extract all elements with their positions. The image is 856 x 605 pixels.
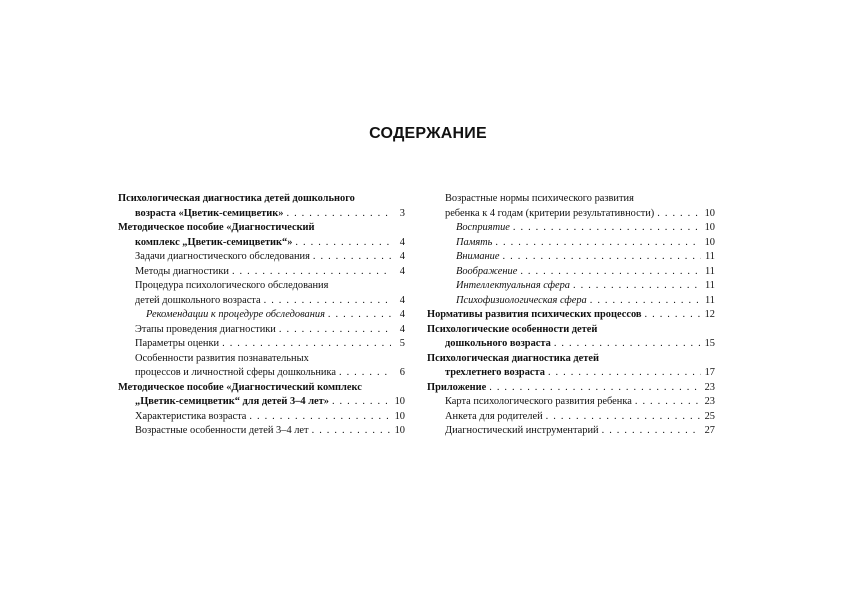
toc-page-number: 10 xyxy=(704,207,715,219)
toc-entry[interactable] xyxy=(427,221,715,236)
toc-entry-title: Интеллектуальная сфера xyxy=(456,280,570,291)
toc-entry[interactable] xyxy=(427,381,715,396)
toc-entry-title: Возрастные особенности детей 3–4 лет xyxy=(135,425,309,436)
toc-entry[interactable] xyxy=(427,250,715,265)
toc-entry[interactable] xyxy=(118,410,405,425)
toc-entry[interactable] xyxy=(118,381,405,410)
toc-entry-title: ребенка к 4 годам (критерии результативности) xyxy=(445,207,655,219)
toc-entry-title: Диагностический инструментарий xyxy=(445,425,599,436)
toc-entry-title: Процедура психологического обследования xyxy=(135,280,329,291)
toc-page-number: 6 xyxy=(399,367,405,378)
toc-column-right xyxy=(427,192,715,439)
dot-leader xyxy=(645,308,701,323)
dot-leader xyxy=(222,337,391,352)
toc-entry[interactable] xyxy=(118,424,405,439)
dot-leader xyxy=(286,207,391,222)
toc-entry-title: дошкольного возраста xyxy=(445,338,551,349)
dot-leader xyxy=(548,366,701,381)
toc-page-number: 10 xyxy=(704,222,715,233)
toc-entry-title: Приложение xyxy=(427,381,487,393)
toc-page-number: 3 xyxy=(399,207,405,219)
toc-page-number: 4 xyxy=(399,251,405,262)
dot-leader xyxy=(495,236,701,251)
toc-page-number: 12 xyxy=(704,309,715,320)
toc-page-number: 27 xyxy=(704,425,715,436)
toc-page-number: 10 xyxy=(394,425,405,436)
dot-leader xyxy=(328,308,391,323)
toc-entry-title: Возрастные нормы психического развития xyxy=(445,193,634,204)
toc-entry-title: комплекс „Цветик-семицветик“» xyxy=(135,236,293,248)
toc-entry[interactable] xyxy=(427,236,715,251)
dot-leader xyxy=(489,381,701,396)
toc-entry-title: Память xyxy=(456,236,493,248)
dot-leader xyxy=(513,221,701,236)
toc-page-number: 10 xyxy=(394,396,405,407)
dot-leader xyxy=(503,250,702,265)
toc-entry-title: трехлетнего возраста xyxy=(445,367,545,378)
dot-leader xyxy=(635,395,701,410)
toc-entry-title: „Цветик-семицветик“ для детей 3–4 лет» xyxy=(135,396,329,407)
dot-leader xyxy=(657,207,701,222)
toc-column-left xyxy=(118,192,405,439)
dot-leader xyxy=(295,236,391,251)
toc-entry-title: Психологическая диагностика детей xyxy=(427,352,599,364)
toc-entry-title: детей дошкольного возраста xyxy=(135,294,261,306)
toc-entry-title: Особенности развития познавательных xyxy=(135,352,309,364)
toc-page-number: 25 xyxy=(704,410,715,422)
toc-page-number: 4 xyxy=(399,309,405,320)
dot-leader xyxy=(232,265,391,280)
toc-entry[interactable] xyxy=(118,337,405,352)
toc-page-number: 4 xyxy=(399,236,405,248)
toc-entry-title: возраста «Цветик-семицветик» xyxy=(135,207,284,219)
toc-entry-title: Нормативы развития психических процессов xyxy=(427,309,642,320)
toc-page-number: 4 xyxy=(399,294,405,306)
toc-entry-title: Карта психологического развития ребенка xyxy=(445,396,632,407)
toc-page-number: 11 xyxy=(704,265,715,277)
toc-entry[interactable] xyxy=(427,352,715,381)
toc-page-number: 15 xyxy=(704,338,715,349)
dot-leader xyxy=(602,424,701,439)
dot-leader xyxy=(249,410,391,425)
toc-page-number: 23 xyxy=(704,396,715,407)
toc-page-number: 4 xyxy=(399,265,405,277)
toc-entry[interactable] xyxy=(118,265,405,280)
toc-entry[interactable] xyxy=(427,294,715,309)
toc-entry[interactable] xyxy=(118,221,405,250)
toc-entry-title: Характеристика возраста xyxy=(135,410,247,422)
toc-entry-title: Психологические особенности детей xyxy=(427,323,598,335)
toc-entry[interactable] xyxy=(427,395,715,410)
toc-page-number: 4 xyxy=(399,323,405,335)
toc-entry[interactable] xyxy=(118,323,405,338)
toc-entry[interactable] xyxy=(118,308,405,323)
dot-leader xyxy=(590,294,701,309)
toc-entry[interactable] xyxy=(427,308,715,323)
toc-page-number: 17 xyxy=(704,367,715,378)
toc-entry-title: Методы диагностики xyxy=(135,265,229,277)
toc-entry-title: Задачи диагностического обследования xyxy=(135,251,310,262)
toc-entry[interactable] xyxy=(427,265,715,280)
toc-page-number: 11 xyxy=(704,251,715,262)
toc-page-number: 11 xyxy=(704,294,715,306)
dot-leader xyxy=(312,424,391,439)
toc-entry-title: Анкета для родителей xyxy=(445,410,543,422)
toc-entry-title: Внимание xyxy=(456,251,500,262)
dot-leader xyxy=(264,294,391,309)
toc-page-number: 23 xyxy=(704,381,715,393)
dot-leader xyxy=(313,250,391,265)
toc-entry[interactable] xyxy=(118,279,405,308)
toc-entry[interactable] xyxy=(427,323,715,352)
toc-entry[interactable] xyxy=(427,279,715,294)
toc-entry-title: Психофизиологическая сфера xyxy=(456,294,587,306)
toc-entry-title: Восприятие xyxy=(456,222,510,233)
toc-entry-title: Рекомендации к процедуре обследования xyxy=(146,309,325,320)
toc-page-number: 5 xyxy=(399,338,405,349)
toc-page-number: 10 xyxy=(704,236,715,248)
toc-entry-title: Методическое пособие «Диагностический комплекс xyxy=(118,381,362,393)
toc-entry[interactable] xyxy=(118,192,405,221)
toc-entry[interactable] xyxy=(118,352,405,381)
toc-entry-title: Параметры оценки xyxy=(135,338,220,349)
toc-page-number: 11 xyxy=(704,280,715,291)
page-title: СОДЕРЖАНИЕ xyxy=(369,125,487,142)
dot-leader xyxy=(546,410,701,425)
toc-entry-title: Воображение xyxy=(456,265,518,277)
dot-leader xyxy=(279,323,391,338)
toc-entry-title: Методическое пособие «Диагностический xyxy=(118,222,315,233)
dot-leader xyxy=(339,366,391,381)
toc-entry-title: процессов и личностной сферы дошкольника xyxy=(135,367,336,378)
toc-entry[interactable] xyxy=(118,250,405,265)
toc-entry[interactable] xyxy=(427,424,715,439)
dot-leader xyxy=(332,395,391,410)
dot-leader xyxy=(554,337,701,352)
dot-leader xyxy=(520,265,701,280)
dot-leader xyxy=(573,279,701,294)
toc-page-number: 10 xyxy=(394,410,405,422)
toc-entry-title: Психологическая диагностика детей дошкольного xyxy=(118,193,355,204)
toc-entry-title: Этапы проведения диагностики xyxy=(135,323,276,335)
toc-entry[interactable] xyxy=(427,192,715,221)
toc-entry[interactable] xyxy=(427,410,715,425)
